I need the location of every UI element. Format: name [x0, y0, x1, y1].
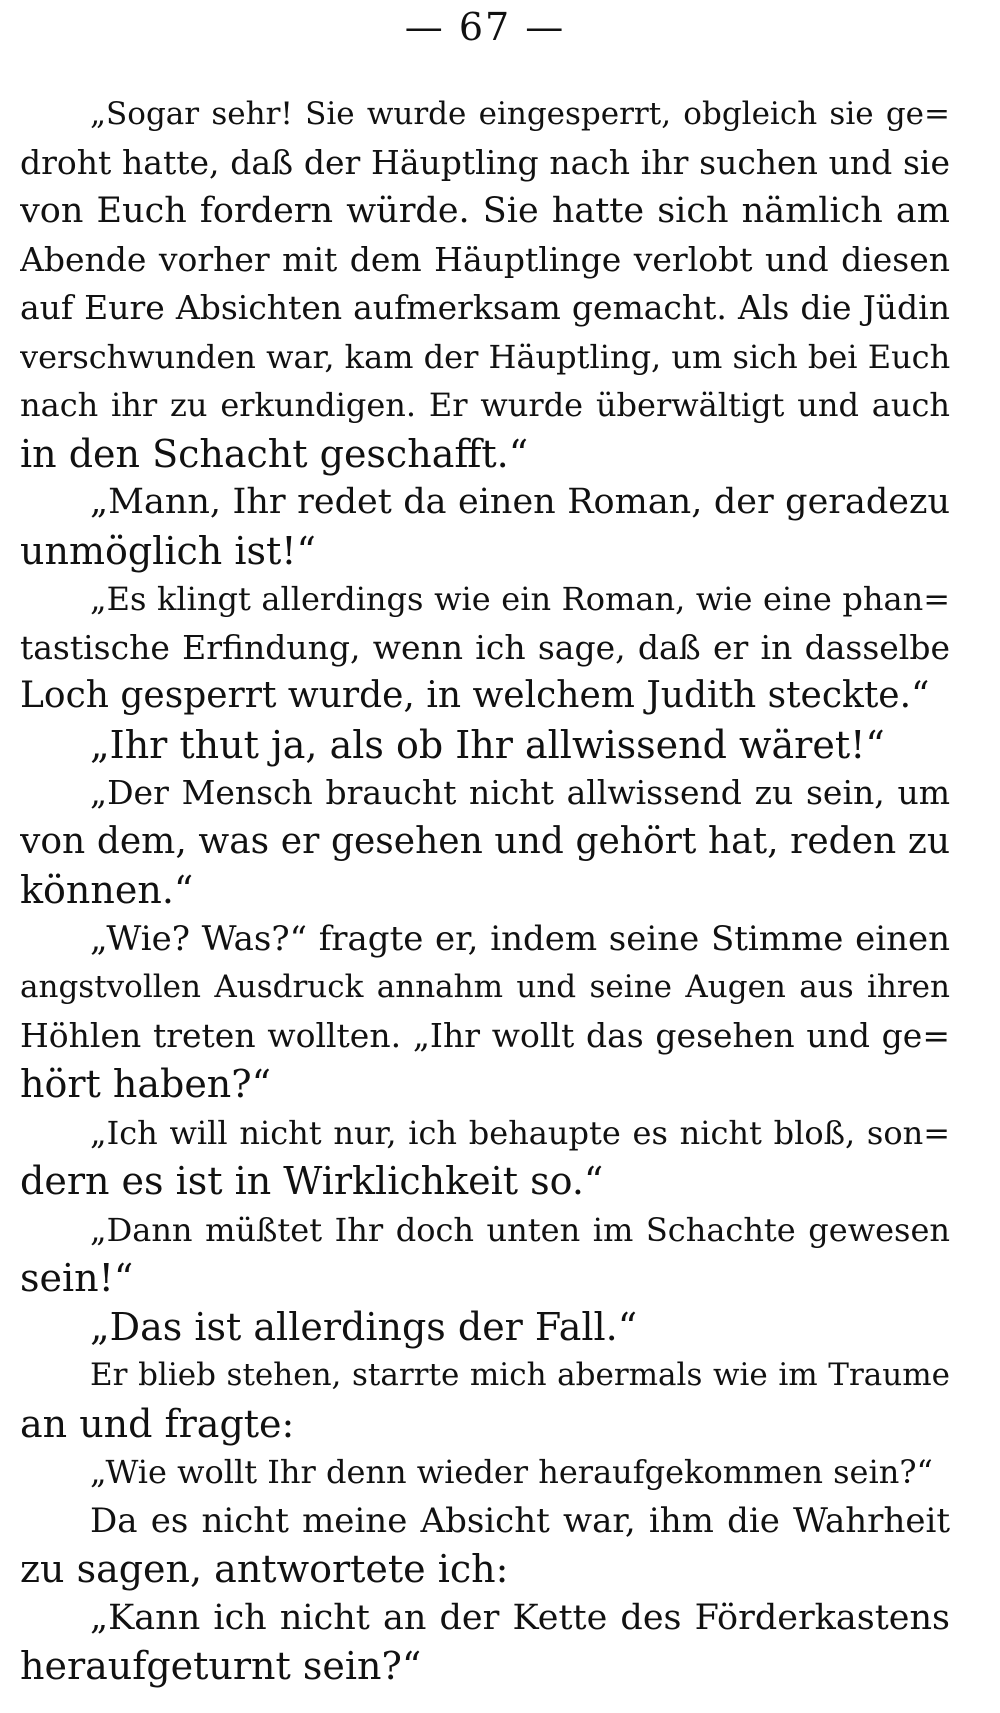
- text-line: an und fragte:: [20, 1401, 295, 1446]
- text-line: „Ich will nicht nur, ich behaupte es nicht bloß, son=: [90, 1113, 950, 1152]
- text-line: sein!“: [20, 1256, 134, 1300]
- text-line: „Sogar sehr! Sie wurde eingesperrt, obgleich sie ge=: [90, 96, 950, 132]
- text-line: „Kann ich nicht an der Kette des Förderkastens: [90, 1597, 950, 1638]
- text-line: heraufgeturnt sein?“: [20, 1644, 422, 1688]
- text-line: Höhlen treten wollten. „Ihr wollt das gesehen und ge=: [20, 1015, 950, 1055]
- text-line: „Wie wollt Ihr denn wieder heraufgekommen sein?“: [90, 1453, 933, 1491]
- text-line: verschwunden war, kam der Häuptling, um sich bei Euch: [20, 337, 950, 376]
- text-line: „Ihr thut ja, als ob Ihr allwissend wäret!“: [90, 722, 885, 767]
- page-number: — 67 —: [404, 5, 566, 49]
- text-line: Abende vorher mit dem Häuptlinge verlobt und diesen: [20, 239, 950, 279]
- text-line: „Mann, Ihr redet da einen Roman, der geradezu: [90, 482, 950, 522]
- text-line: dern es ist in Wirklichkeit so.“: [20, 1159, 604, 1203]
- text-line: „Es klingt allerdings wie ein Roman, wie eine phan=: [90, 580, 950, 618]
- text-line: von dem, was er gesehen und gehört hat, reden zu: [20, 820, 950, 862]
- text-line: „Das ist allerdings der Fall.“: [90, 1304, 638, 1349]
- text-line: Er blieb stehen, starrte mich abermals wie im Traume: [90, 1357, 950, 1393]
- text-line: können.“: [20, 868, 194, 912]
- text-line: „Wie? Was?“ fragte er, indem seine Stimme einen: [90, 918, 950, 959]
- text-line: tastische Erfindung, wenn ich sage, daß er in dasselbe: [20, 627, 950, 667]
- text-line: von Euch fordern würde. Sie hatte sich nämlich am: [20, 191, 950, 231]
- text-line: angstvollen Ausdruck annahm und seine Augen aus ihren: [20, 969, 950, 1005]
- text-line: Da es nicht meine Absicht war, ihm die Wahrheit: [90, 1500, 950, 1541]
- text-line: unmöglich ist!“: [20, 528, 316, 573]
- text-line: hört haben?“: [20, 1062, 272, 1106]
- text-line: „Dann müßtet Ihr doch unten im Schachte gewesen: [90, 1210, 950, 1249]
- text-line: „Der Mensch braucht nicht allwissend zu sein, um: [90, 773, 950, 812]
- text-line: auf Eure Absichten aufmerksam gemacht. Als die Jüdin: [20, 288, 950, 327]
- text-line: Loch gesperrt wurde, in welchem Judith steckte.“: [20, 675, 930, 716]
- text-line: droht hatte, daß der Häuptling nach ihr suchen und sie: [20, 142, 950, 182]
- text-line: in den Schacht geschafft.“: [20, 431, 529, 476]
- text-line: nach ihr zu erkundigen. Er wurde überwältigt und auch: [20, 386, 950, 424]
- text-line: zu sagen, antwortete ich:: [20, 1547, 509, 1591]
- body-text: [20, 90, 950, 1691]
